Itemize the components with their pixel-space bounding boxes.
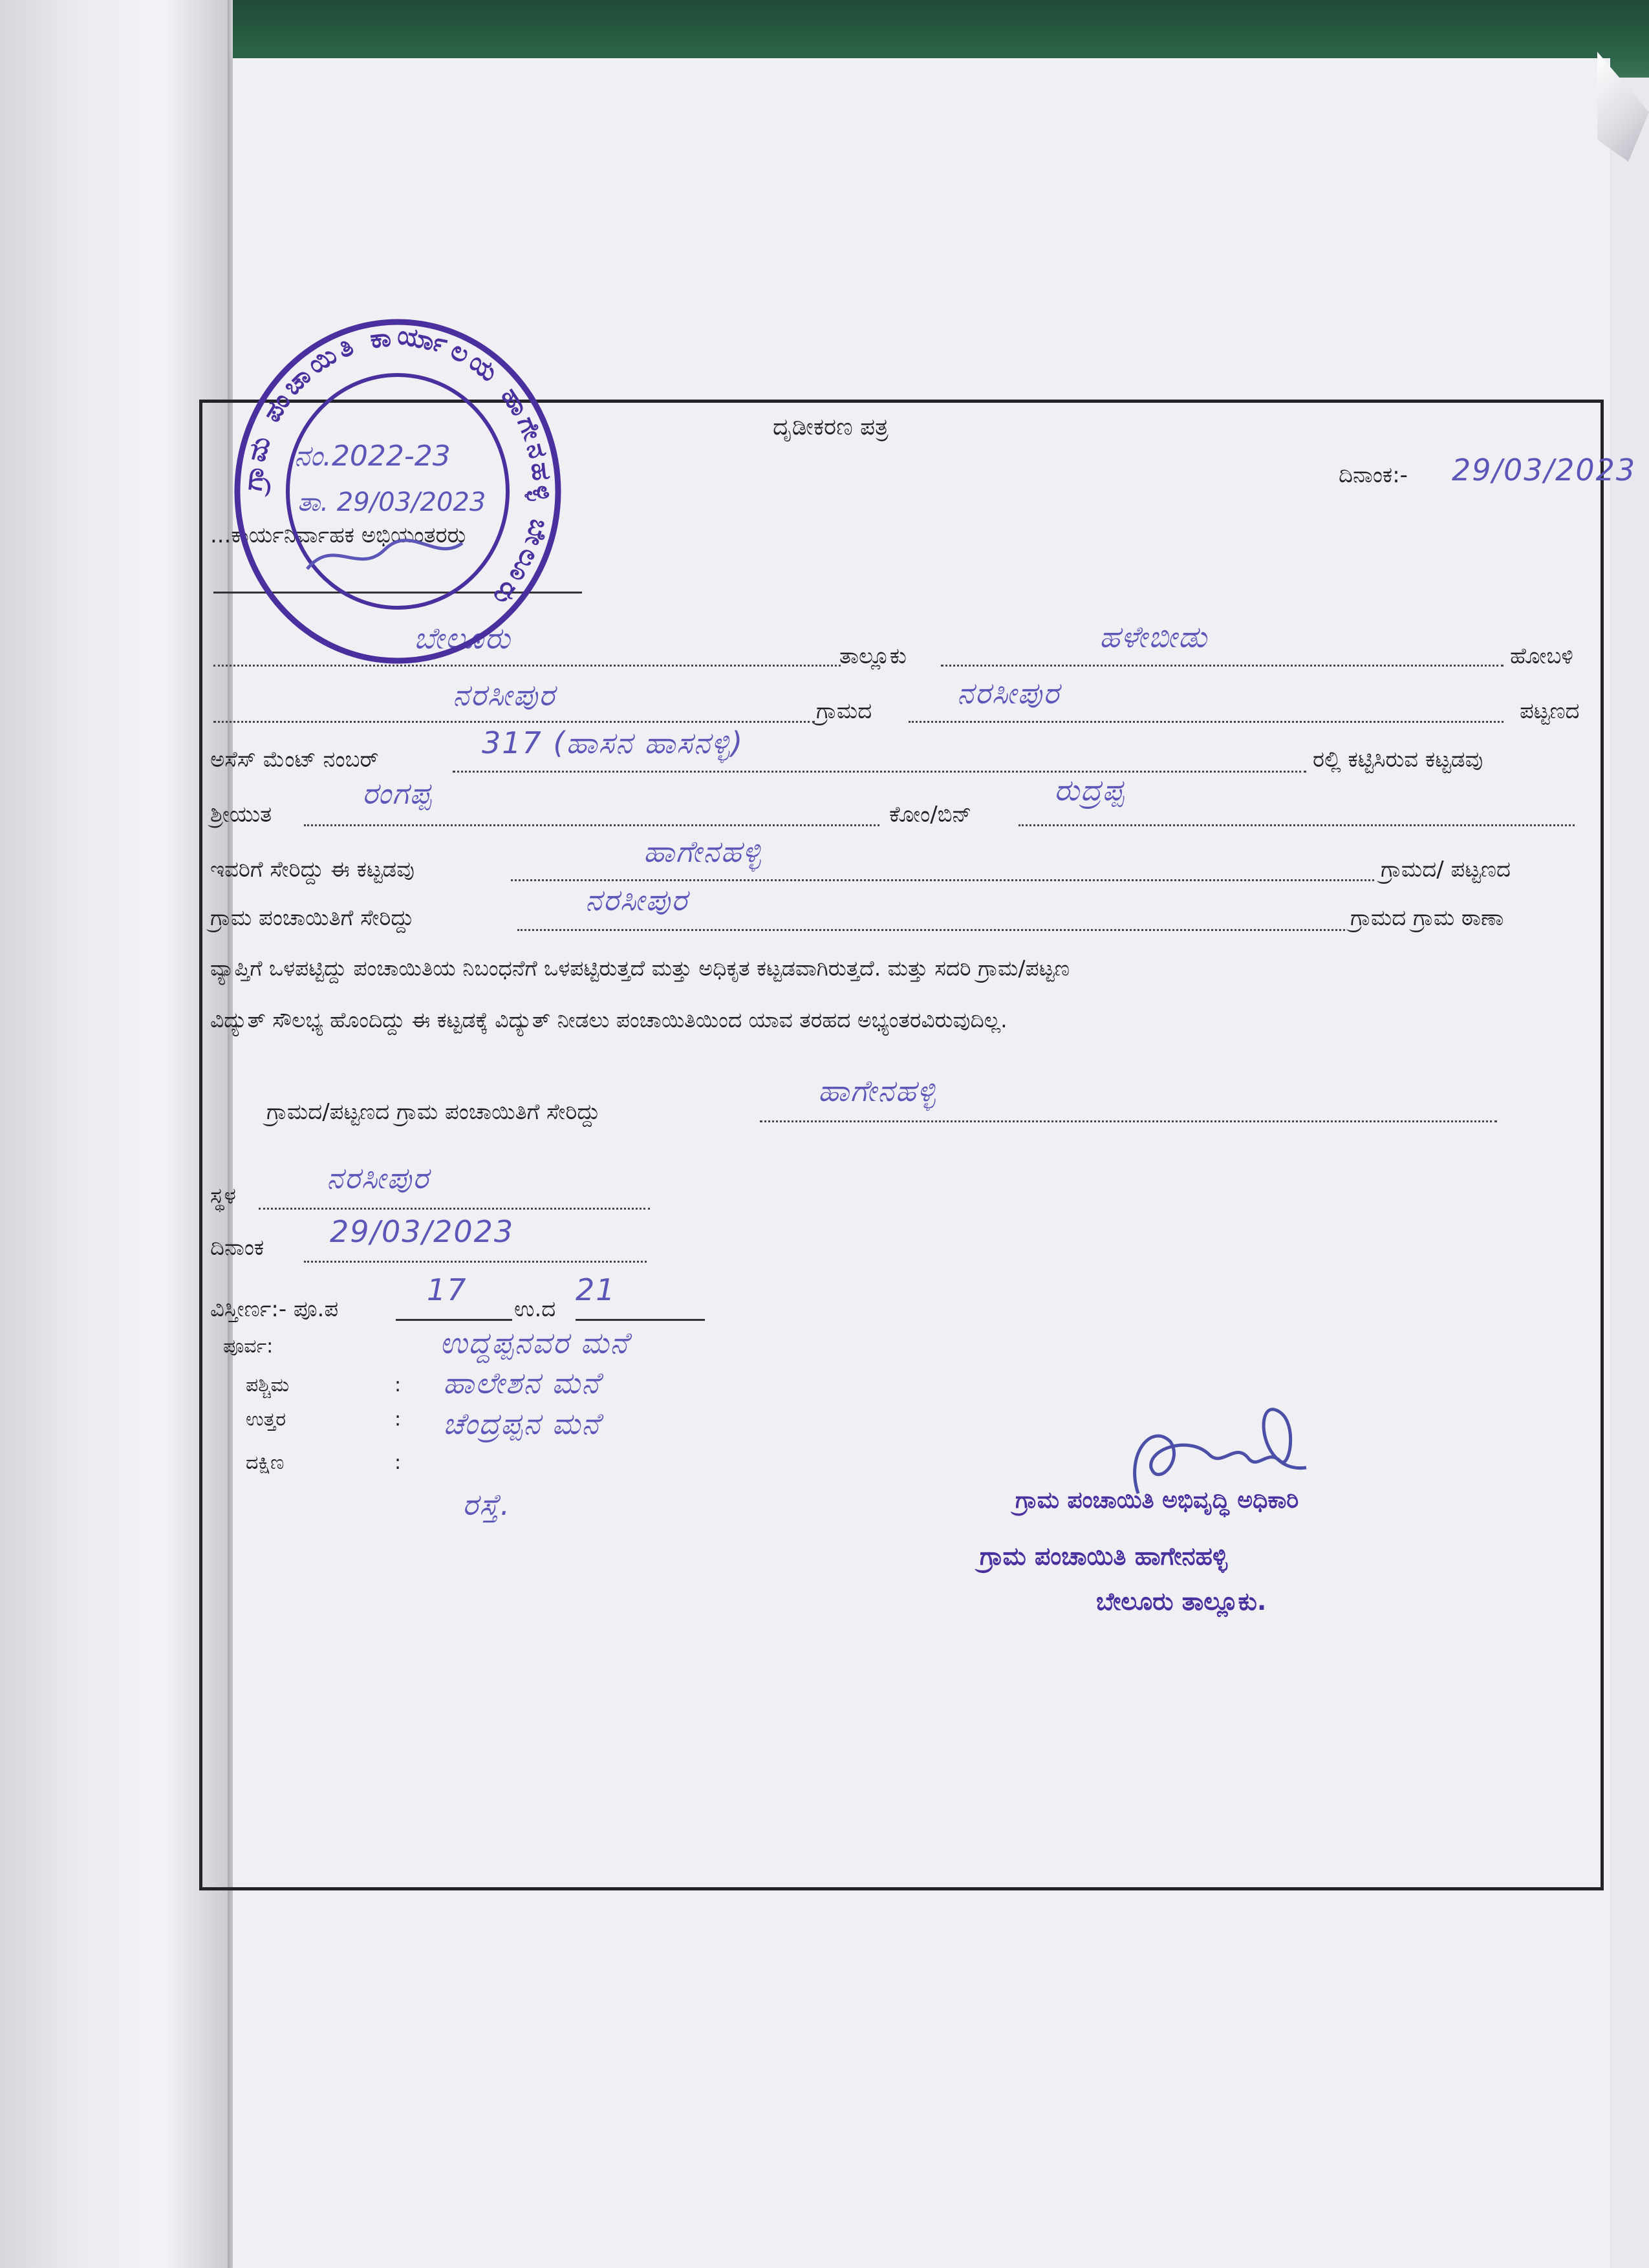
west-value: ಹಾಲೇಶನ ಮನೆ	[443, 1365, 601, 1400]
seal-signature	[307, 540, 462, 569]
date2-dots	[304, 1261, 647, 1263]
assessment-number-value: 317 (ಹಾಸನ ಹಾಸನಳ್ಳಿ)	[482, 725, 744, 760]
line2-dots-b	[909, 721, 1503, 723]
village-value: ನರಸೀಪುರ	[453, 678, 556, 712]
south-label: ದಕ್ಷಿಣ	[246, 1451, 285, 1474]
belongs-label: ಇವರಿಗೆ ಸೇರಿದ್ದು ಈ ಕಟ್ಟಡವು	[210, 857, 415, 883]
south-colon: :	[394, 1451, 402, 1474]
area-line-1	[396, 1319, 512, 1321]
area-label: ವಿಸ್ತೀರ್ಣ:- ಪೂ.ಪ	[210, 1296, 339, 1322]
area-value-2: 21	[576, 1272, 616, 1307]
area-label-2: ಉ.ದ	[514, 1296, 556, 1322]
paragraph-line-2: ವಿದ್ಯುತ್ ಸೌಲಭ್ಯ ಹೊಂದಿದ್ದು ಈ ಕಟ್ಟಡಕ್ಕೆ ವಿದ್ಯುತ್ ನೀಡಲು ಪಂಚಾಯಿತಿಯಿಂದ ಯಾವ ತರಹದ ಅಭ್ಯಂತರವಿರುವುದಿಲ್ಲ.	[210, 1007, 1008, 1032]
date2-label: ದಿನಾಂಕ	[210, 1235, 264, 1261]
seal-ring-text: ಗ್ರಾಮ ಪಂಚಾಯಿತಿ ಕಾರ್ಯಾಲಯ ಹಾಗೇನಹಳ್ಳಿ ಬೇಲೂರು	[238, 320, 557, 615]
form-title: ದೃಡೀಕರಣ ಪತ್ರ	[773, 414, 889, 440]
north-label: ಉತ್ತರ	[246, 1408, 286, 1431]
date2-value: 29/03/2023	[330, 1214, 515, 1249]
area-value-1: 17	[427, 1272, 468, 1307]
officer-stamp-line-1: ಗ್ರಾಮ ಪಂಚಾಯಿತಿ ಅಭಿವೃದ್ಧಿ ಅಧಿಕಾರಿ	[1015, 1487, 1299, 1514]
father-value: ರುದ್ರಪ್ಪ	[1054, 773, 1125, 808]
line6-dots	[517, 929, 1345, 931]
panchayat-value: ನರಸೀಪುರ	[585, 883, 689, 917]
line4-dots-a	[304, 824, 879, 826]
officer-stamp-line-3: ಬೇಲೂರು ತಾಲ್ಲೂಕು.	[1096, 1587, 1267, 1616]
line1-dots-b	[941, 665, 1503, 667]
grama-thana-label: ಗ್ರಾಮದ ಗ್ರಾಮ ಠಾಣಾ	[1350, 905, 1504, 931]
west-label: ಪಶ್ಚಿಮ	[246, 1374, 290, 1396]
area-line-2	[576, 1319, 705, 1321]
north-value: ಚೆಂದ್ರಪ್ಪನ ಮನೆ	[443, 1406, 601, 1441]
officer-stamp-line-2: ಗ್ರಾಮ ಪಂಚಾಯಿತಿ ಹಾಗೇನಹಳ್ಳಿ	[980, 1542, 1228, 1570]
west-colon: :	[394, 1374, 402, 1396]
taluk-label: ತಾಲ್ಲೂಕು	[839, 643, 907, 669]
place-label: ಸ್ಥಳ	[210, 1183, 236, 1209]
addressee: ...ಕಾರ್ಯನಿರ್ವಾಹಕ ಅಭಿಯಂತರರು	[210, 522, 466, 548]
east-value: ಉದ್ದಪ್ಪನವರ ಮನೆ	[440, 1325, 629, 1360]
owner-value: ರಂಗಪ್ಪ	[362, 776, 433, 811]
paragraph-line-1: ವ್ಯಾಪ್ತಿಗೆ ಒಳಪಟ್ಟಿದ್ದು ಪಂಚಾಯಿತಿಯ ನಿಬಂಧನೆಗೆ ಒಳಪಟ್ಟಿರುತ್ತದೆ ಮತ್ತು ಅಧಿಕೃತ ಕಟ್ಟಡವಾಗಿರುತ್ತದೆ. ಮತ್ತು ಸದರಿ ಗ್ರಾಮ/ಪಟ್ಟಣ	[210, 956, 1070, 981]
panchayat-seal	[230, 304, 566, 666]
assessment-number-label: ಅಸೆಸ್ ಮೆಂಟ್ ನಂಬರ್	[210, 747, 379, 773]
taluk-value: ಬೇಲೂರು	[414, 621, 512, 656]
date-value: 29/03/2023	[1452, 453, 1637, 487]
line5-dots	[511, 879, 1374, 881]
panchayat-belongs-label: ಗ್ರಾಮದ/ಪಟ್ಟಣದ ಗ್ರಾಮ ಪಂಚಾಯಿತಿಗೆ ಸೇರಿದ್ದು	[266, 1099, 601, 1125]
hobli-value: ಹಳೇಬೀಡು	[1099, 619, 1209, 654]
line2-dots-a	[213, 721, 815, 723]
south-value: ರಸ್ತೆ.	[462, 1487, 512, 1522]
owner-label: ಶ್ರೀಯುತ	[210, 802, 272, 828]
assessment-suffix: ರಲ್ಲಿ ಕಟ್ಟಿಸಿರುವ ಕಟ್ಟಡವು	[1313, 747, 1483, 773]
line4-dots-b	[1018, 824, 1575, 826]
village-label: ಗ್ರಾಮದ	[816, 698, 872, 724]
north-colon: :	[394, 1408, 402, 1431]
line3-dots	[453, 771, 1306, 773]
east-label: ಪೂರ್ವ:	[223, 1335, 274, 1358]
town-value: ನರಸೀಪುರ	[957, 676, 1061, 711]
village-town-label: ಗ್ರಾಮದ/ ಪಟ್ಟಣದ	[1381, 857, 1511, 883]
hobli-label: ಹೋಬಳಿ	[1510, 643, 1573, 669]
town-label: ಪಟ್ಟಣದ	[1520, 698, 1580, 724]
father-label: ಕೋಂ/ಬಿನ್	[889, 802, 972, 828]
panchayat-belongs-value: ಹಾಗೇನಹಳ್ಳಿ	[818, 1073, 937, 1108]
seal-date: ತಾ. 29/03/2023	[297, 487, 486, 517]
line7-dots	[760, 1120, 1497, 1122]
place-value: ನರಸೀಪುರ	[327, 1161, 430, 1195]
belongs-value: ಹಾಗೇನಹಳ್ಳಿ	[643, 834, 762, 869]
panchayat-label: ಗ್ರಾಮ ಪಂಚಾಯಿತಿಗೆ ಸೇರಿದ್ದು	[210, 905, 415, 931]
adjacent-page	[0, 0, 233, 2268]
place-dots	[259, 1208, 650, 1210]
date-label: ದಿನಾಂಕ:-	[1339, 462, 1408, 488]
seal-number: ನಂ.2022-23	[294, 440, 451, 473]
